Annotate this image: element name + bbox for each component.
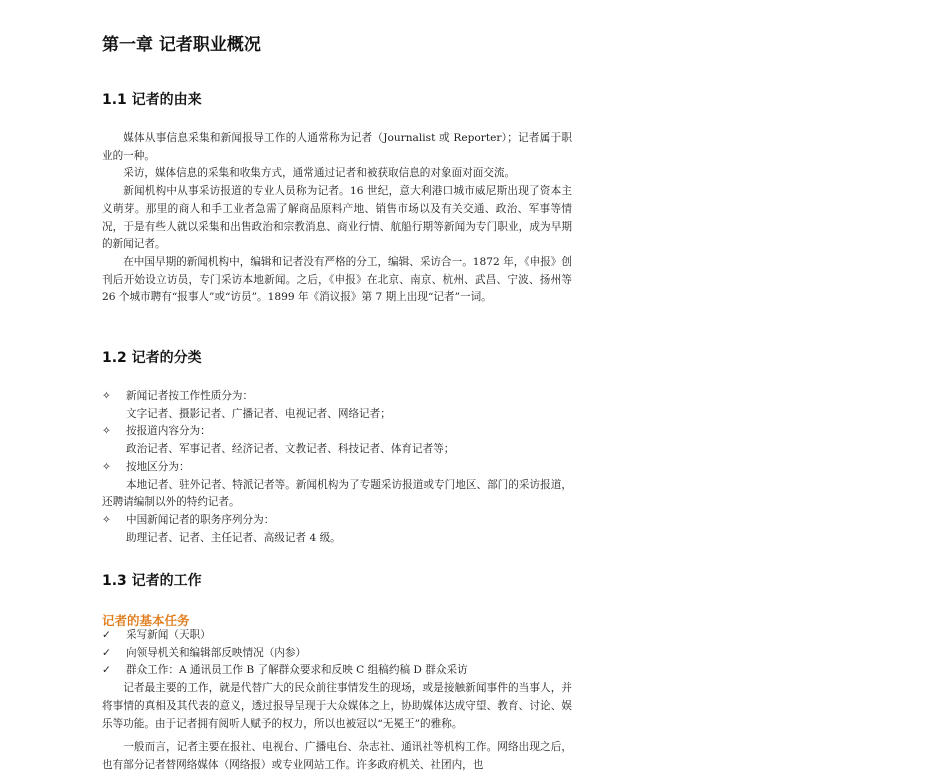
paragraph: 采访，媒体信息的采集和收集方式，通常通过记者和被获取信息的对象面对面交流。 [123,167,516,180]
task-item [102,627,572,645]
task-item [102,662,572,680]
checkmark-icon: ✓ [102,646,111,659]
list-item [102,423,572,441]
list-item-title: 按报道内容分为： [126,425,211,438]
list-item-detail: 文字记者、摄影记者、广播记者、电视记者、网络记者； [126,407,391,420]
task-item [102,645,572,663]
list-item-detail: 本地记者、驻外记者、特派记者等。新闻机构为了专题采访报道或专门地区、部门的采访报道，还聘请编制以外的特约记者。 [102,478,572,509]
list-item-detail: 政治记者、军事记者、经济记者、文教记者、科技记者、体育记者等； [126,443,455,456]
paragraph: 在中国早期的新闻机构中，编辑和记者没有严格的分工，编辑、采访合一。1872 年，《申报》创刊后开始设立访员，专门采访本地新闻。之后，《申报》在北京、南京、杭州、武昌、宁波、扬州等 26 个城市聘有“报事人”或“访员”。1899 年《消议报》第 7 期上出现“记者”一词。 [102,255,572,304]
paragraph: 新闻机构中从事采访报道的专业人员称为记者。16 世纪，意大利港口城市威尼斯出现了资本主义萌芽。那里的商人和手工业者急需了解商品原料产地、销售市场以及有关交通、政治、军事等情况，于是有些人就以采集和出售政治和宗教消息、商业行情、航船行期等新闻为专门职业，成为早期的新闻记者。 [102,185,572,251]
list-item [102,459,572,477]
paragraph: 媒体从事信息采集和新闻报导工作的人通常称为记者（Journalist 或 Reporter）；记者属于职业的一种。 [102,132,572,162]
section-1-1-body [102,130,572,307]
task-text: 群众工作：A 通讯员工作 B 了解群众要求和反映 C 组稿约稿 D 群众采访 [126,664,468,677]
task-text: 采写新闻（天职） [126,629,211,641]
subsection-heading: 记者的基本任务 [102,613,190,628]
list-item [102,512,572,530]
list-item [102,388,572,406]
section-1-3-heading: 1.3 记者的工作 [102,573,202,589]
diamond-bullet-icon: ✧ [102,390,111,402]
diamond-bullet-icon: ✧ [102,425,111,438]
list-item-title: 按地区分为： [126,460,190,473]
section-1-3-body [102,627,572,775]
list-item-title: 新闻记者按工作性质分为： [126,390,254,402]
section-1-1-heading: 1.1 记者的由来 [102,92,202,108]
classification-list [102,388,572,547]
checkmark-icon: ✓ [102,629,111,641]
task-text: 向领导机关和编辑部反映情况（内参） [126,646,307,659]
chapter-title: 第一章 记者职业概况 [102,35,261,55]
section-1-2-heading: 1.2 记者的分类 [102,350,202,366]
list-item-title: 中国新闻记者的职务序列分为： [126,513,275,526]
list-item-detail: 助理记者、记者、主任记者、高级记者 4 级。 [126,531,341,544]
checkmark-icon: ✓ [102,664,111,677]
diamond-bullet-icon: ✧ [102,460,111,473]
paragraph: 记者最主要的工作，就是代替广大的民众前往事情发生的现场，或是接触新闻事件的当事人，并将事情的真相及其代表的意义，透过报导呈现于大众媒体之上，协助媒体达成守望、教育、讨论、娱乐等功能。由于记者拥有阅听人赋予的权力，所以也被冠以“无冕王”的雅称。 [102,682,572,730]
diamond-bullet-icon: ✧ [102,513,111,526]
paragraph: 一般而言，记者主要在报社、电视台、广播电台、杂志社、通讯社等机构工作。网络出现之后，也有部分记者替网络媒体（网络报）或专业网站工作。许多政府机关、社团内，也 [102,741,572,771]
